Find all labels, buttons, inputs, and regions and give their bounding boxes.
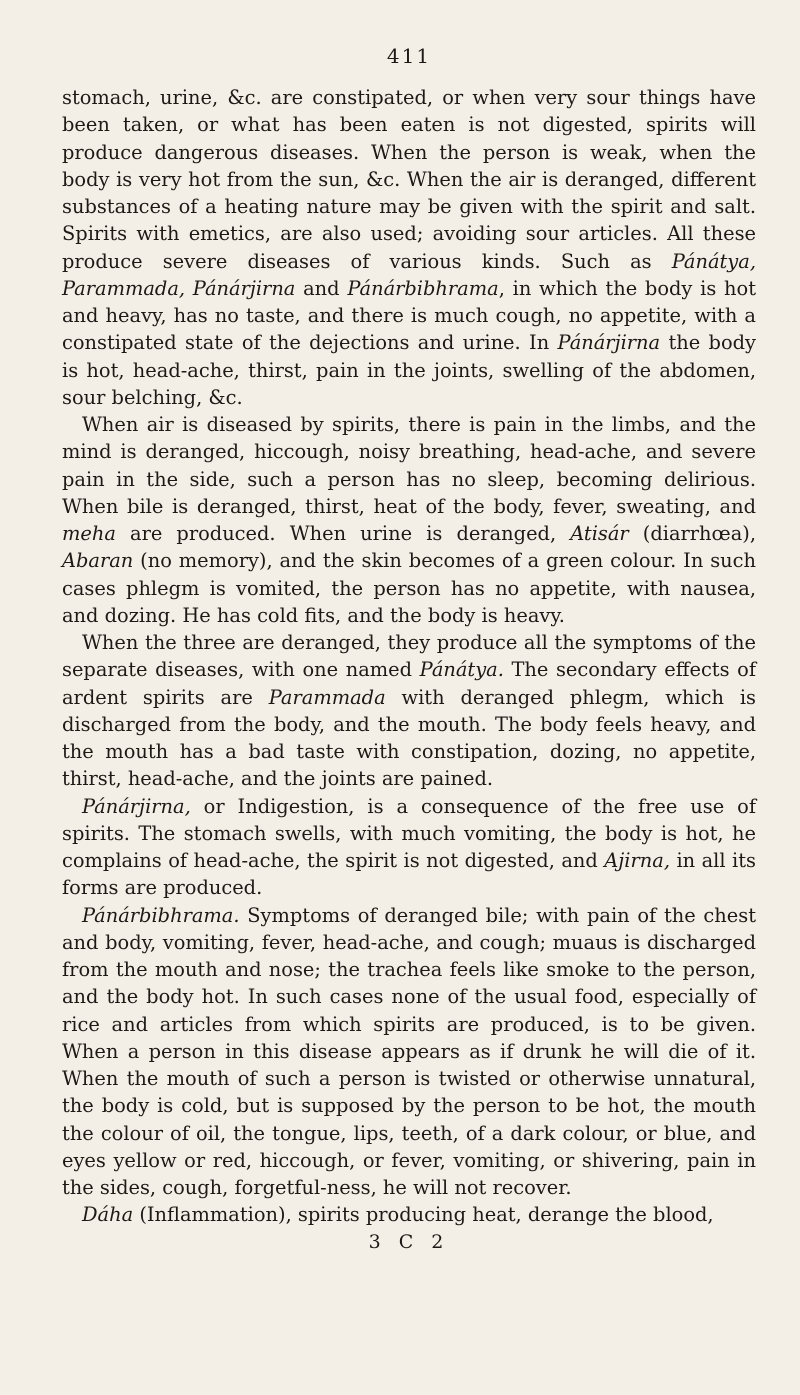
page-number: 411 [386,44,432,68]
text-run: Symptoms of deranged bile; with pain of the chest and body, vomiting, fever, head-ache, and cough; muaus is discharged from the mouth and nose; the trachea feels like smoke to the person, and the body hot. In such cases none of the usual food, especially of rice and articles from which spirits are produced, is to be given. When a person in this disease appears as if drunk he will die of it. When the mouth of such a person is twisted or otherwise unnatural, the body is cold, but is supposed by the person to be hot, the mouth the colour of oil, the tongue, lips, teeth, of a dark colour, or blue, and eyes yellow or red, hiccough, or fever, vomiting, or shivering, pain in the sides, cough, forgetful-ness, he will not recover. [62,903,756,1199]
text-run: , in which the body is hot and heavy, has no taste, and there is much cough, no appetite, with a constipated state of the dejections and urine. In [62,276,756,355]
text-run: are produced. When urine is deranged, [115,522,571,545]
italic-term: Atisár [570,522,629,545]
italic-term: Pánátya. [419,658,504,682]
italic-term: Abaran [62,549,134,573]
italic-term: Pánárbibhrama. [82,903,240,927]
text-run: in all its forms are produced. [62,849,756,900]
paragraph [62,793,756,902]
paragraph [62,629,756,793]
italic-term: Pánárbibhrama [347,276,499,300]
italic-term: Ajirna, [604,849,670,872]
italic-term: Pánárjirna [557,331,661,355]
text-run: (diarrhœa), [628,522,756,545]
printer-signature-mark: 3 C 2 [368,1230,450,1253]
paragraph [62,411,756,629]
paragraph [62,84,756,411]
text-run: (Inflammation), spirits producing heat, derange the blood, [133,1203,714,1227]
text-run: the body is hot, head-ache, thirst, pain in the joints, swelling of the abdomen, sour belching, &c. [62,331,756,409]
body-text [62,84,756,1229]
paragraph [62,1201,756,1228]
text-run: or Indigestion, is a consequence of the free use of spirits. The stomach swells, with much vomiting, the body is hot, he complains of head-ache, the spirit is not digested, and [62,794,756,872]
italic-term: Pánárjirna, [82,794,191,818]
italic-term: Pánátya, Parammada, Pánárjirna [62,249,756,300]
text-run: and [295,276,348,300]
italic-term: Parammada [268,685,386,709]
text-run: stomach, urine, &c. are constipated, or when very sour things have been taken, or what has been eaten is not digested, spirits will produce dangerous diseases. When the person is weak, when the body is very hot from the sun, &c. When the air is deranged, different substances of a heating nature may be given with the spirit and salt. Spirits with emetics, are also used; avoiding sour articles. All these produce severe diseases of various kinds. Such as [62,86,756,273]
text-run: When air is diseased by spirits, there is pain in the limbs, and the mind is deranged, hiccough, noisy breathing, head-ache, and severe pain in the side, such a person has no sleep, becoming delirious. When bile is deranged, thirst, heat of the body, fever, sweating, and [62,413,756,518]
paragraph [62,902,756,1202]
text-run: The secondary effects of ardent spirits are [62,658,756,709]
text-run: with deranged phlegm, which is discharged from the body, and the mouth. The body feels heavy, and the mouth has a bad taste with constipation, dozing, no appetite, thirst, head-ache, and the joints are pained. [62,685,756,791]
italic-term: meha [62,522,116,545]
text-run: (no memory), and the skin becomes of a green colour. In such cases phlegm is vomited, the person has no appetite, with nausea, and dozing. He has cold fits, and the body is heavy. [62,549,756,627]
text-run: When the three are deranged, they produce all the symptoms of the separate diseases, with one named [62,631,756,682]
italic-term: Dáha [82,1203,134,1227]
